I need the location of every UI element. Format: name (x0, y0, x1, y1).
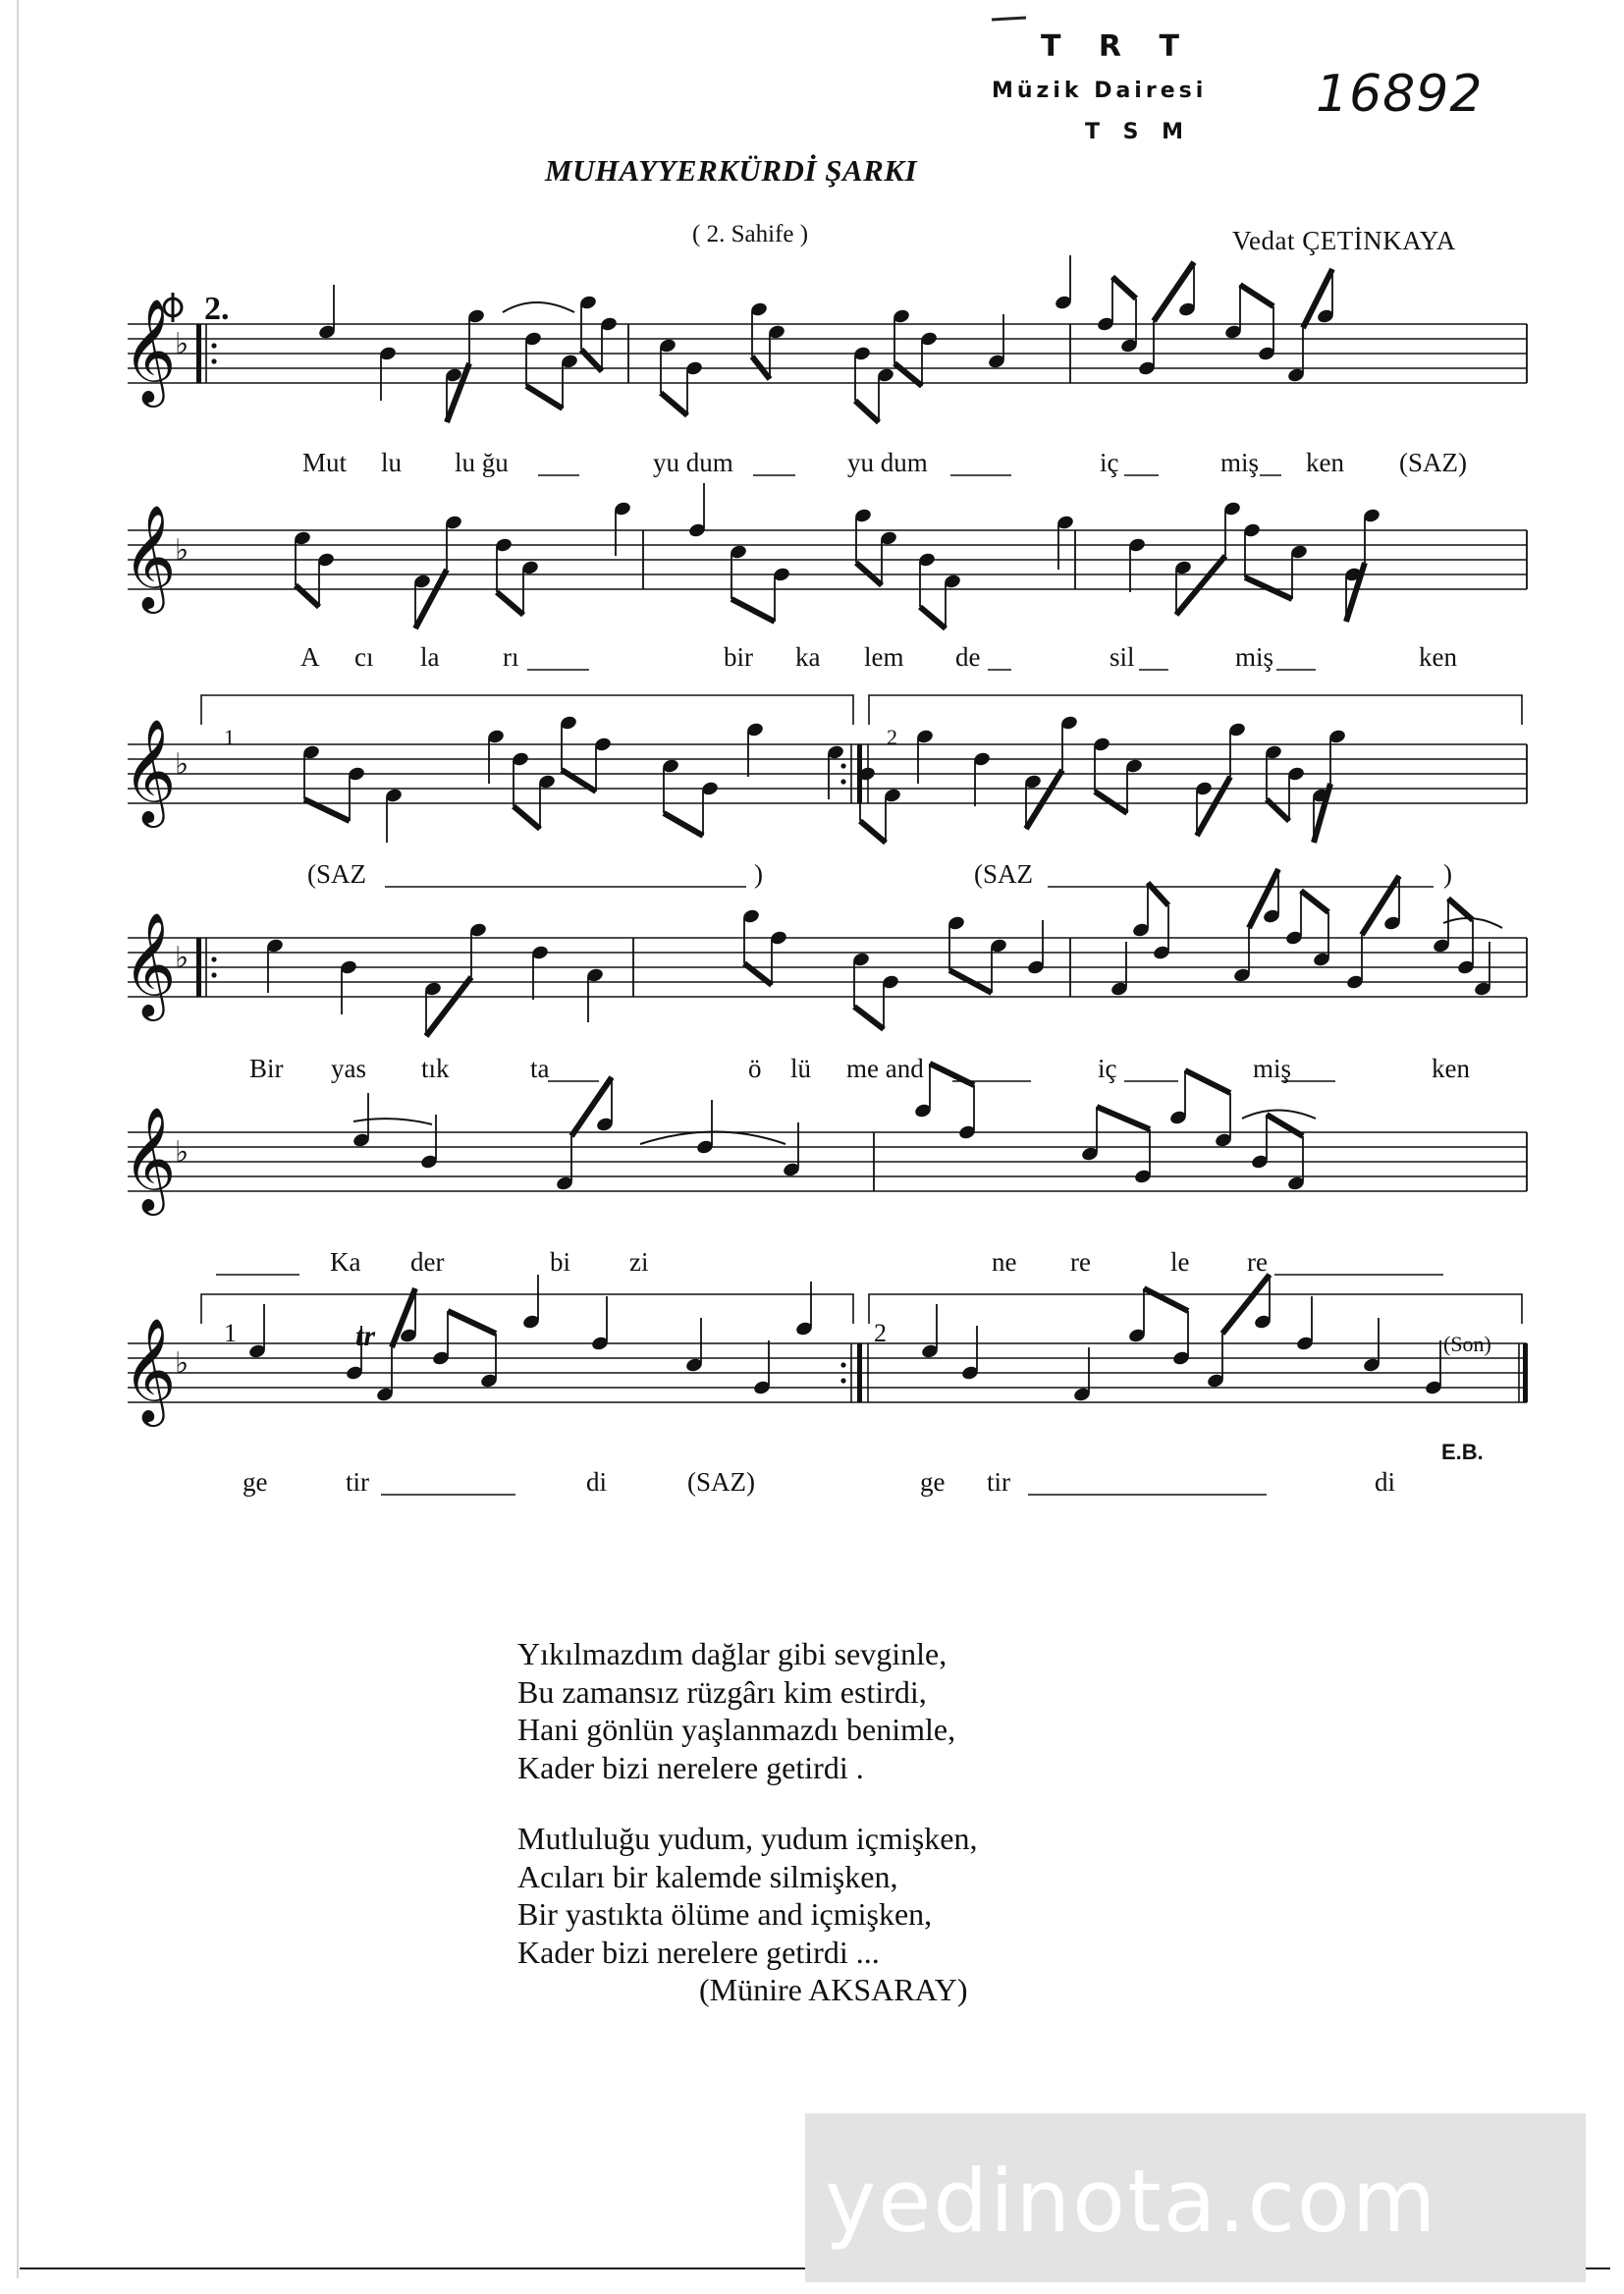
volta-2-label: 2 (887, 725, 897, 749)
lyrics-line-5 (0, 1247, 1624, 1286)
lyric-syllable: ö (748, 1054, 762, 1083)
song-title: MUHAYYERKÜRDİ ŞARKI (545, 153, 918, 188)
note-beam (854, 1007, 884, 1029)
slur (1242, 1111, 1316, 1120)
note-beam (1095, 792, 1127, 813)
lyric-syllable: (SAZ) (687, 1467, 755, 1497)
poem-line: Kader bizi nerelere getirdi ... (517, 1934, 880, 1970)
treble-clef-icon: 𝄞 (123, 718, 177, 823)
note-beam (1112, 277, 1136, 299)
composer-name: Vedat ÇETİNKAYA (1232, 226, 1456, 255)
lyric-syllable: de (955, 642, 981, 672)
treble-clef-icon: 𝄞 (123, 1106, 177, 1211)
lyric-syllable: di (1375, 1467, 1396, 1497)
treble-clef-icon: 𝄞 (123, 911, 177, 1016)
lyric-syllable: lem (864, 642, 904, 672)
volta-2-label-last: 2 (874, 1319, 887, 1347)
note-beam (1144, 1288, 1188, 1311)
lyric-syllable: rı (503, 642, 519, 672)
note-beam (731, 599, 775, 622)
lyric-syllable: A (300, 642, 320, 672)
page-label: ( 2. Sahife ) (692, 221, 809, 247)
poem-line: Hani gönlün yaşlanmazdı benimle, (517, 1712, 956, 1747)
lyric-syllable: yas (331, 1054, 366, 1083)
lyrics-line-2 (0, 642, 1624, 682)
note-beam (1240, 285, 1273, 306)
lyrics-poem (517, 1635, 977, 2009)
repeat-dot (211, 358, 216, 363)
lyric-syllable: iç (1098, 1054, 1117, 1083)
flat-key-signature-icon: ♭ (175, 533, 189, 568)
repeat-start-thick (196, 938, 201, 997)
note-beam (855, 401, 879, 422)
note-beam (497, 592, 523, 615)
lyric-syllable: le (1170, 1247, 1190, 1277)
slur (503, 302, 574, 312)
lyrics-line-3 (0, 859, 1624, 899)
lyricist-name: (Münire AKSARAY) (699, 1972, 968, 2007)
note-beam (1448, 899, 1473, 920)
lyric-syllable: Bir (249, 1054, 284, 1083)
volta-bracket-1 (201, 695, 853, 725)
lyric-syllable: bir (724, 642, 753, 672)
watermark-text: yedinota.com (825, 2151, 1438, 2252)
repeat-dot (840, 1378, 845, 1383)
lyric-syllable: bi (550, 1247, 571, 1277)
lyric-syllable: di (586, 1467, 608, 1497)
lyric-syllable: ken (1432, 1054, 1470, 1083)
lyric-syllable: lu ğu (455, 448, 509, 477)
lyrics-line-6 (0, 1467, 1624, 1506)
flat-key-signature-icon: ♭ (175, 1346, 189, 1381)
lyric-syllable: ) (1443, 859, 1452, 889)
repeat-dot (211, 972, 216, 977)
lyric-syllable: ge (243, 1467, 268, 1497)
poem-line: Bu zamansız rüzgârı kim estirdi, (517, 1673, 927, 1710)
lyric-syllable: yu dum (847, 448, 928, 477)
poem-stanza-2 (517, 1820, 977, 2009)
lyric-syllable: tık (421, 1054, 450, 1083)
lyric-syllable: (SAZ (974, 859, 1033, 889)
poem-line: Mutluluğu yudum, yudum içmişken, (517, 1821, 978, 1856)
repeat-dot (211, 343, 216, 348)
stamp-line-2: Müzik Dairesi (992, 79, 1208, 103)
lyric-syllable: miş (1220, 448, 1260, 477)
poem-line: Acıları bir kalemde silmişken, (517, 1858, 898, 1894)
note-beam (661, 393, 687, 415)
lyric-syllable: ) (754, 859, 763, 889)
lyric-syllable: me and (846, 1054, 924, 1083)
note-beam (448, 1311, 496, 1334)
trill-mark: tr (355, 1320, 376, 1352)
stamp-line-3: T S M (1085, 120, 1192, 144)
lyric-syllable: ta (530, 1054, 550, 1083)
stamp-line-1: T R T (1041, 29, 1193, 64)
poem-line: Kader bizi nerelere getirdi . (517, 1749, 864, 1785)
lyric-syllable: Mut (302, 448, 348, 477)
catalog-number: 16892 (1316, 65, 1484, 124)
flat-key-signature-icon: ♭ (175, 941, 189, 975)
note-beam (860, 821, 886, 843)
note-beam (1245, 577, 1292, 599)
lyric-syllable: tir (987, 1467, 1010, 1497)
poem-line: Bir yastıkta ölüme and içmişken, (517, 1896, 933, 1932)
watermark-banner (805, 2113, 1586, 2282)
lyric-syllable: (SAZ) (1399, 448, 1467, 477)
lyric-syllable: lü (790, 1054, 812, 1083)
lyric-syllable: ka (795, 642, 821, 672)
engraver-initials: E.B. (1441, 1440, 1484, 1464)
lyric-syllable: zi (629, 1247, 649, 1277)
volta-1-label-last: 1 (224, 1319, 237, 1347)
lyric-syllable: ne (992, 1247, 1017, 1277)
lyric-syllable: la (420, 642, 440, 672)
flat-key-signature-icon: ♭ (175, 327, 189, 361)
lyric-syllable: der (410, 1247, 445, 1277)
lyric-syllable: yu dum (653, 448, 733, 477)
repeat-dot (840, 779, 845, 784)
lyric-syllable: ken (1419, 642, 1457, 672)
note-beam (514, 806, 540, 829)
page-mark (992, 18, 1026, 20)
treble-clef-icon: 𝄞 (123, 298, 177, 403)
note-beam (664, 813, 703, 836)
slur (353, 1119, 432, 1124)
flat-key-signature-icon: ♭ (175, 1135, 189, 1170)
lyric-syllable: re (1070, 1247, 1091, 1277)
end-label: (Son) (1443, 1332, 1491, 1356)
note-beam (1097, 1107, 1150, 1129)
lyrics-line-1 (0, 448, 1624, 487)
repeat-dot (211, 956, 216, 961)
lyric-syllable: cı (354, 642, 374, 672)
lyric-syllable: (SAZ (307, 859, 366, 889)
volta-bracket-2 (869, 695, 1522, 725)
lyric-syllable: miş (1235, 642, 1274, 672)
lyric-syllable: ge (920, 1467, 946, 1497)
lyric-syllable: ken (1306, 448, 1344, 477)
flat-key-signature-icon: ♭ (175, 747, 189, 782)
final-barline (1523, 1343, 1528, 1402)
lyric-syllable: tir (346, 1467, 369, 1497)
note-beam (526, 386, 563, 409)
lyric-syllable: miş (1253, 1054, 1292, 1083)
poem-stanza-1 (517, 1635, 977, 1786)
repeat-end-thick (857, 1343, 862, 1402)
lyric-syllable: lu (381, 448, 403, 477)
repeat-dot (840, 1362, 845, 1367)
slur (640, 1132, 785, 1145)
repeat-dot (840, 763, 845, 768)
repeat-start-thick (196, 324, 201, 383)
treble-clef-icon: 𝄞 (123, 504, 177, 609)
lyric-syllable: sil (1110, 642, 1135, 672)
lyric-syllable: Ka (330, 1247, 361, 1277)
lyric-syllable: re (1247, 1247, 1268, 1277)
volta-bracket-2 (869, 1294, 1522, 1324)
note-beam (920, 607, 946, 628)
section-mark: 2. (204, 291, 230, 327)
poem-line: Yıkılmazdım dağlar gibi sevginle, (517, 1636, 947, 1671)
volta-1-label: 1 (224, 725, 235, 749)
treble-clef-icon: 𝄞 (123, 1317, 177, 1422)
lyric-syllable: iç (1100, 448, 1119, 477)
lyrics-line-4 (0, 1054, 1624, 1093)
